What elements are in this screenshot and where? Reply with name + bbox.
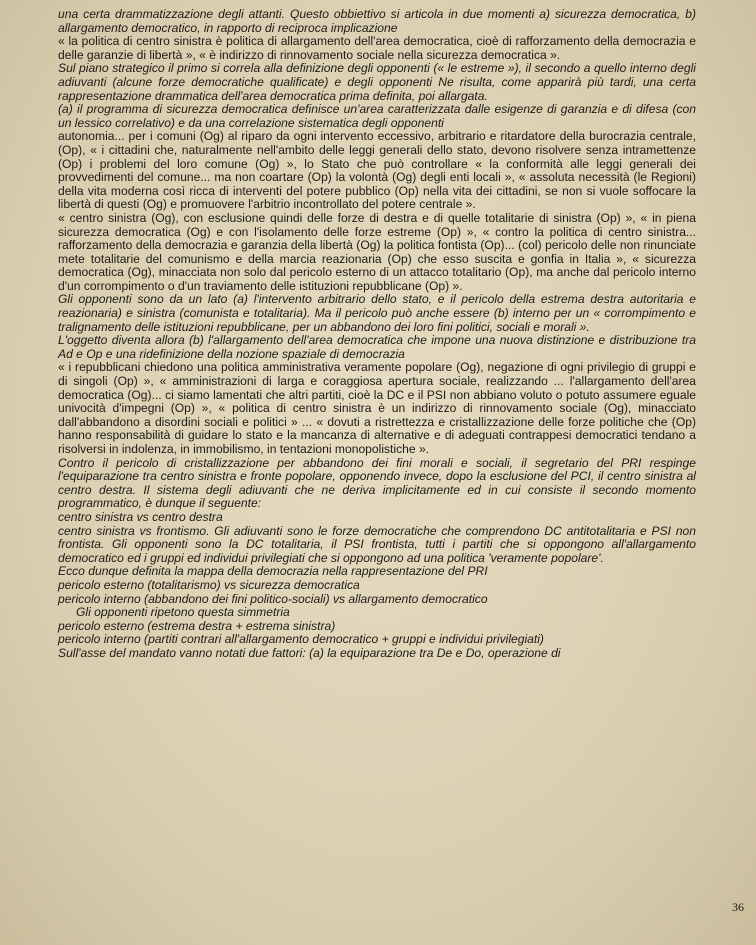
paragraph: autonomia... per i comuni (Og) al riparo da ogni intervento eccessivo, arbitrario e ritardatore della burocrazia centrale, (Op), « i cittadini che, naturalmente nell'ambito delle leggi generali dello stato, devono risolvere senza intramettenze (Op) i problemi del loro comune (Og) », lo Stato che può controllare « la conformità alle leggi generali dei provvedimenti del comune... ma non coartare (Op) la volontà (Og) degli enti locali », « assoluta necessità (le Regioni) della vita moderna così ricca di interventi del potere pubblico (Op) nella vita dei cittadini, se non si vuole soffocare la libertà di questi (Og) e promuovere l'arbitrio incontrollato del potere centrale ». [58,129,696,212]
paragraph: Sull'asse del mandato vanno notati due fattori: (a) la equiparazione tra De e Do, operazione di [58,645,561,660]
paragraph: Sul piano strategico il primo si correla alla definizione degli opponenti (« le estreme »), il secondo a quello interno degli adiuvanti (alcune forze democratiche qualificate) e degli opponenti Ne risulta, come apparirà più tardi, una certa rappresentazione drammatica dell'area democratica prima definita, poi allargata. [58,61,696,103]
paragraph: « i repubblicani chiedono una politica amministrativa veramente popolare (Og), negazione di ogni privilegio di gruppi e di singoli (Op) », « amministrazioni di larga e coraggiosa apertura sociale, realizzando ... l'allargamento dell'area democratica (Og)... ci siamo lamentati che altri partiti, cioè la DC e il PSI non abbiano voluto o potuto assumere eguale univocità d'impegni (Op) », « politica di centro sinistra è un indirizzo di rinnovamento sociale (Og), minacciato dall'abbandono a disordini sociali e politici » ... « dovuti a ristrettezza e cristallizzazione delle forze politiche che (Op) hanno responsabilità di guidare lo stato e la mancanza di alternative e di adeguati contrappesi democratici tendano a risolversi in indolenza, in immobilismo, in tentazioni monopolistiche ». [58,360,696,456]
paragraph: pericolo interno (partiti contrari all'allargamento democratico + gruppi e individui privilegiati) [58,632,544,647]
paragraph: pericolo interno (abbandono dei fini politico-sociali) vs allargamento democratico [58,591,488,606]
body-text [58,8,696,661]
paragraph: Ecco dunque definita la mappa della democrazia nella rappresentazione del PRI [58,564,488,579]
paragraph: una certa drammatizzazione degli attanti. Questo obbiettivo si articola in due momenti a) sicurezza democratica, b) allargamento democratico, in rapporto di reciproca implicazione [58,7,696,35]
paragraph: pericolo esterno (estrema destra + estrema sinistra) [58,618,336,633]
paragraph: Contro il pericolo di cristallizzazione per abbandono dei fini morali e sociali, il segretario del PRI respinge l'equiparazione tra centro sinistra e fronte popolare, opponendo invece, dopo la esclusione del PCI, il centro sinistra al centro destra. Il sistema degli adiuvanti che ne deriva implicitamente ed in cui consiste il secondo momento programmatico, è dunque il seguente: [58,455,696,511]
paragraph: centro sinistra vs frontismo. Gli adiuvanti sono le forze democratiche che comprendono DC antitotalitaria e PSI non frontista. Gli opponenti sono la DC totalitaria, il PSI frontista, tutti i partiti che si oppongono all'allargamento democratico ed i gruppi ed individui privilegiati che si oppongono ad una politica 'veramente popolare'. [58,523,696,565]
paragraph: pericolo esterno (totalitarismo) vs sicurezza democratica [58,577,360,592]
paragraph: L'oggetto diventa allora (b) l'allargamento dell'area democratica che impone una nuova distinzione e distribuzione tra Ad e Op e una ridefinizione della nozione spaziale di democrazia [58,333,696,361]
paragraph: Gli opponenti sono da un lato (a) l'intervento arbitrario dello stato, e il pericolo della estrema destra autoritaria e reazionaria) e sinistra (comunista e totalitaria). Ma il pericolo può anche essere (b) interno per un « corrompimento e tralignamento delle istituzioni repubblicane, per un abbandono dei loro fini politici, sociali e morali ». [58,292,696,334]
paragraph: « centro sinistra (Og), con esclusione quindi delle forze di destra e di quelle totalitarie di sinistra (Op) », « in piena sicurezza democratica (Og) e con l'isolamento delle forze estreme (Op) », « contro la politica di centro sinistra... rafforzamento della democrazia e garanzia della libertà (Og) la politica fontista (Op)... (col) pericolo delle non rinunciate mete totalitarie del comunismo e della marcia reazionaria (Op) che esso suscita e gonfia in Italia », « sicurezza democratica (Og), minacciata non solo dal pericolo esterno di un attacco totalitario (Op), ma anche dal pericolo interno d'un corrompimento o d'un traviamento delle istituzioni repubblicane (Op) ». [58,210,696,293]
paragraph: « la politica di centro sinistra è politica di allargamento dell'area democratica, cioè di rafforzamento della democrazia e delle garanzie di libertà », « è indirizzo di rinnovamento sociale nella sicurezza democratica ». [58,34,696,62]
page-number: 36 [732,900,744,914]
paragraph: (a) il programma di sicurezza democratica definisce un'area caratterizzata dalle esigenze di garanzia e di difesa (con un lessico correlativo) e da una correlazione sistematica degli opponenti [58,102,696,130]
paragraph: Gli opponenti ripetono questa simmetria [76,605,290,620]
paragraph: centro sinistra vs centro destra [58,509,223,524]
